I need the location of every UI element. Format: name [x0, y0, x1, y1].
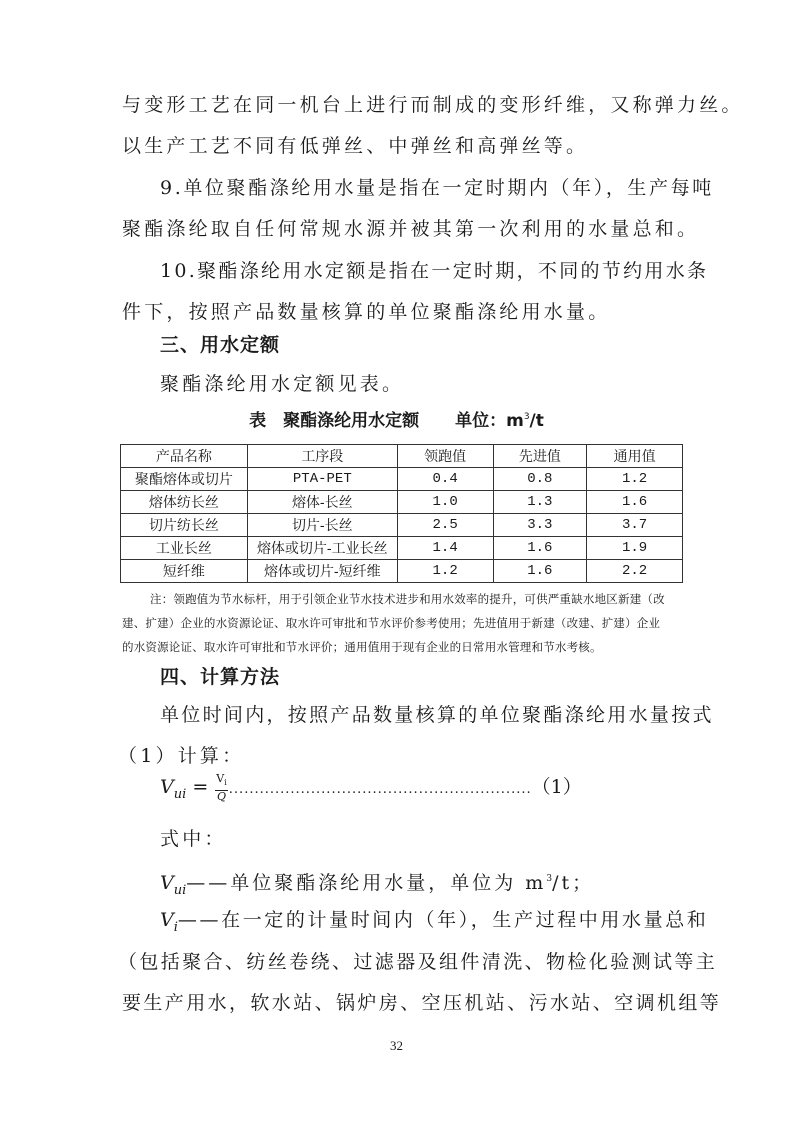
table-row	[121, 514, 683, 537]
section-intro-line: 单位时间内，按照产品数量核算的单位聚酯涤纶用水量按式	[160, 704, 714, 726]
table-cell: 1.4	[397, 537, 493, 560]
formula-lhs: $V_{ui}$	[160, 776, 187, 802]
table-cell: 1.9	[587, 537, 683, 560]
table-cell: 1.2	[587, 468, 683, 491]
item-10-line: 件下，按照产品数量核算的单位聚酯涤纶用水量。	[122, 301, 611, 323]
table-cell: 1.0	[397, 491, 493, 514]
table-row	[121, 468, 683, 491]
where-label: 式中：	[160, 828, 227, 850]
table-header-cell: 领跑值	[397, 445, 493, 468]
paragraph-line: 与变形工艺在同一机台上进行而制成的变形纤维，又称弹力丝。	[122, 94, 744, 116]
table-row	[121, 560, 683, 583]
table-cell: PTA-PET	[247, 468, 397, 491]
table-cell: 0.8	[493, 468, 587, 491]
table-row	[121, 537, 683, 560]
table-cell: 1.3	[493, 491, 587, 514]
table-cell: 1.6	[587, 491, 683, 514]
item-10-line: 10.聚酯涤纶用水定额是指在一定时期，不同的节约用水条	[160, 260, 709, 282]
table-cell: 切片-长丝	[247, 514, 397, 537]
table-header-row	[121, 445, 683, 468]
definition-vi-continued: （包括聚合、纺丝卷绕、过滤器及组件清洗、物检化验测试等主	[118, 951, 718, 973]
table-title: 表 聚酯涤纶用水定额	[249, 411, 420, 431]
table-note-line: 建、扩建）企业的水资源论证、取水许可审批和节水评价参考使用；先进值用于新建（改建、扩建）企业	[122, 616, 661, 630]
table-cell: 熔体或切片-工业长丝	[247, 537, 397, 560]
section-intro: 聚酯涤纶用水定额见表。	[160, 373, 405, 395]
table-cell: 1.6	[493, 537, 587, 560]
table-cell: 工业长丝	[121, 537, 248, 560]
section-heading-calculation: 四、计算方法	[160, 666, 281, 688]
section-intro-line: （1）计算：	[118, 745, 245, 767]
table-unit: 单位：$m^3/t$	[455, 411, 544, 431]
table-cell: 2.2	[587, 560, 683, 583]
table-cell: 0.4	[397, 468, 493, 491]
table-header-cell: 通用值	[587, 445, 683, 468]
table-cell: 短纤维	[121, 560, 248, 583]
table-note-line: 注：领跑值为节水标杆，用于引领企业节水技术进步和用水效率的提升，可供严重缺水地区新建（改	[150, 592, 665, 606]
table-caption	[0, 405, 793, 433]
table-cell: 1.6	[493, 560, 587, 583]
table-cell: 2.5	[397, 514, 493, 537]
table-header-cell: 产品名称	[121, 445, 248, 468]
paragraph-line: 以生产工艺不同有低弹丝、中弹丝和高弹丝等。	[122, 135, 589, 157]
table-row	[121, 491, 683, 514]
table-header-cell: 工序段	[247, 445, 397, 468]
table-cell: 熔体-长丝	[247, 491, 397, 514]
table-cell: 熔体纺长丝	[121, 491, 248, 514]
table-cell: 3.7	[587, 514, 683, 537]
definition-vi: $V_i——$在一定的计量时间内（年），生产过程中用水量总和	[160, 909, 709, 935]
table-cell: 3.3	[493, 514, 587, 537]
formula-number: （1）	[531, 776, 582, 798]
water-quota-table	[120, 444, 683, 583]
formula-leader-dots: ...........................................................	[228, 782, 532, 797]
definition-vi-continued: 要生产用水，软水站、锅炉房、空压机站、污水站、空调机组等	[122, 992, 722, 1014]
table-header-cell: 先进值	[493, 445, 587, 468]
item-9-line: 9.单位聚酯涤纶用水量是指在一定时期内（年），生产每吨	[160, 177, 714, 199]
table-note-line: 的水资源论证、取水许可审批和节水评价；通用值用于现有企业的日常用水管理和节水考核。	[122, 640, 602, 654]
table-cell: 聚酯熔体或切片	[121, 468, 248, 491]
section-heading-water-quota: 三、用水定额	[160, 334, 281, 356]
formula-1	[160, 772, 582, 810]
page-number: 32	[390, 1038, 403, 1053]
item-9-line: 聚酯涤纶取自任何常规水源并被其第一次利用的水量总和。	[122, 218, 700, 240]
formula-fraction: $\frac{V_i}{Q}$	[216, 772, 227, 803]
table-cell: 1.2	[397, 560, 493, 583]
table-cell: 熔体或切片-短纤维	[247, 560, 397, 583]
formula-equals: =	[192, 776, 209, 798]
table-cell: 切片纺长丝	[121, 514, 248, 537]
definition-vui: $V_{ui}——$单位聚酯涤纶用水量，单位为 $m^3/t$；	[160, 872, 595, 898]
